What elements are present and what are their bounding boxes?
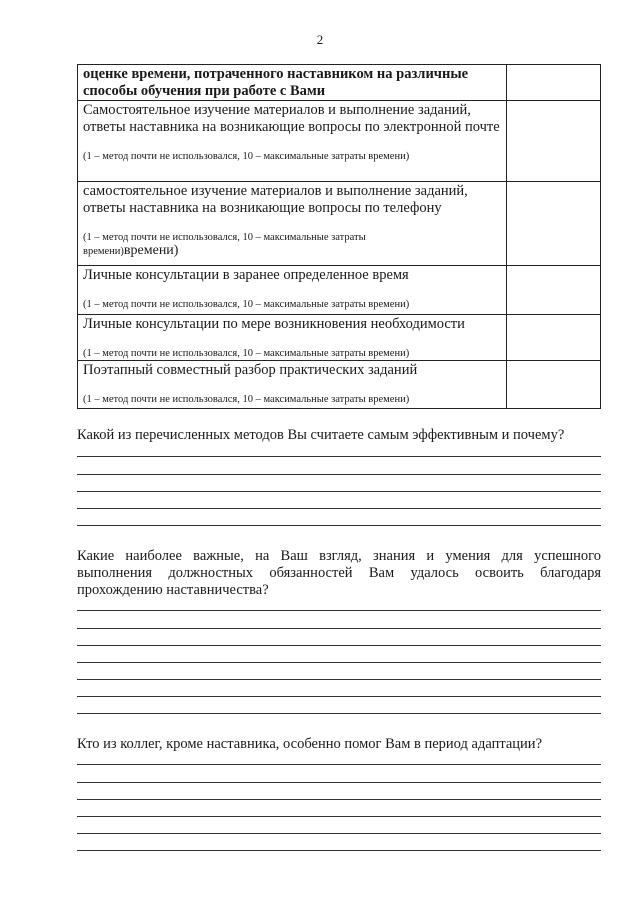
answer-line[interactable]: [77, 610, 601, 611]
score-cell[interactable]: [506, 361, 600, 409]
answer-line[interactable]: [77, 696, 601, 697]
method-title: самостоятельное изучение материалов и выполнение заданий, ответы наставника на возникающие вопросы по телефону: [83, 183, 468, 216]
answer-line[interactable]: [77, 491, 601, 492]
answer-line[interactable]: [77, 662, 601, 663]
answer-line[interactable]: [77, 525, 601, 526]
table-row: [78, 361, 601, 409]
method-cell: [78, 315, 507, 361]
question-most-effective-method: Какой из перечисленных методов Вы считаете самым эффективным и почему?: [77, 427, 565, 443]
answer-line[interactable]: [77, 508, 601, 509]
scale-note-text: (1 – метод почти не использовался, 10 – максимальные затраты времени): [83, 232, 366, 257]
answer-line[interactable]: [77, 628, 601, 629]
method-cell: [78, 182, 507, 266]
score-cell[interactable]: [506, 315, 600, 361]
score-cell[interactable]: [506, 101, 600, 182]
scale-note-text: (1 – метод почти не использовался, 10 – максимальные затраты времени): [83, 348, 410, 359]
method-title: Поэтапный совместный разбор практических заданий: [83, 362, 418, 378]
scale-note: [83, 231, 413, 258]
answer-line[interactable]: [77, 799, 601, 800]
method-cell: [78, 361, 507, 409]
scale-note-text: (1 – метод почти не использовался, 10 – максимальные затраты времени): [83, 394, 410, 405]
table-header-row: [78, 65, 601, 101]
answer-line[interactable]: [77, 850, 601, 851]
answer-line[interactable]: [77, 764, 601, 765]
scale-note: [83, 298, 502, 311]
page-number: 2: [316, 32, 324, 47]
score-cell[interactable]: [506, 65, 600, 101]
question-helpful-colleagues: Кто из коллег, кроме наставника, особенно помог Вам в период адаптации?: [77, 736, 542, 752]
table-row: [78, 182, 601, 266]
table-header-cell: оценке времени, потраченного наставником на различные способы обучения при работе с Вами: [78, 65, 507, 101]
score-cell[interactable]: [506, 266, 600, 315]
survey-table: [77, 64, 601, 409]
answer-line[interactable]: [77, 679, 601, 680]
scale-note-tail: времени): [123, 243, 179, 258]
method-title: Личные консультации по мере возникновения необходимости: [83, 316, 465, 332]
scale-note-text: (1 – метод почти не использовался, 10 – максимальные затраты времени): [83, 151, 410, 162]
answer-line[interactable]: [77, 456, 601, 457]
question-skills-acquired: Какие наиболее важные, на Ваш взгляд, знания и умения для успешного выполнения должностных обязанностей Вам удалось освоить благодаря прохождению наставничества?: [77, 548, 601, 598]
table-row: [78, 315, 601, 361]
scale-note-text: (1 – метод почти не использовался, 10 – максимальные затраты времени): [83, 299, 410, 310]
scale-note: [83, 393, 502, 406]
table-row: [78, 101, 601, 182]
answer-line[interactable]: [77, 645, 601, 646]
table-row: [78, 266, 601, 315]
method-cell: [78, 101, 507, 182]
answer-line[interactable]: [77, 816, 601, 817]
score-cell[interactable]: [506, 182, 600, 266]
answer-line[interactable]: [77, 833, 601, 834]
answer-line[interactable]: [77, 782, 601, 783]
answer-line[interactable]: [77, 713, 601, 714]
method-title: Самостоятельное изучение материалов и выполнение заданий, ответы наставника на возникающие вопросы по электронной почте: [83, 102, 500, 135]
scale-note: [83, 150, 502, 163]
scale-note: [83, 347, 502, 360]
answer-line[interactable]: [77, 474, 601, 475]
method-cell: [78, 266, 507, 315]
method-title: Личные консультации в заранее определенное время: [83, 267, 409, 283]
